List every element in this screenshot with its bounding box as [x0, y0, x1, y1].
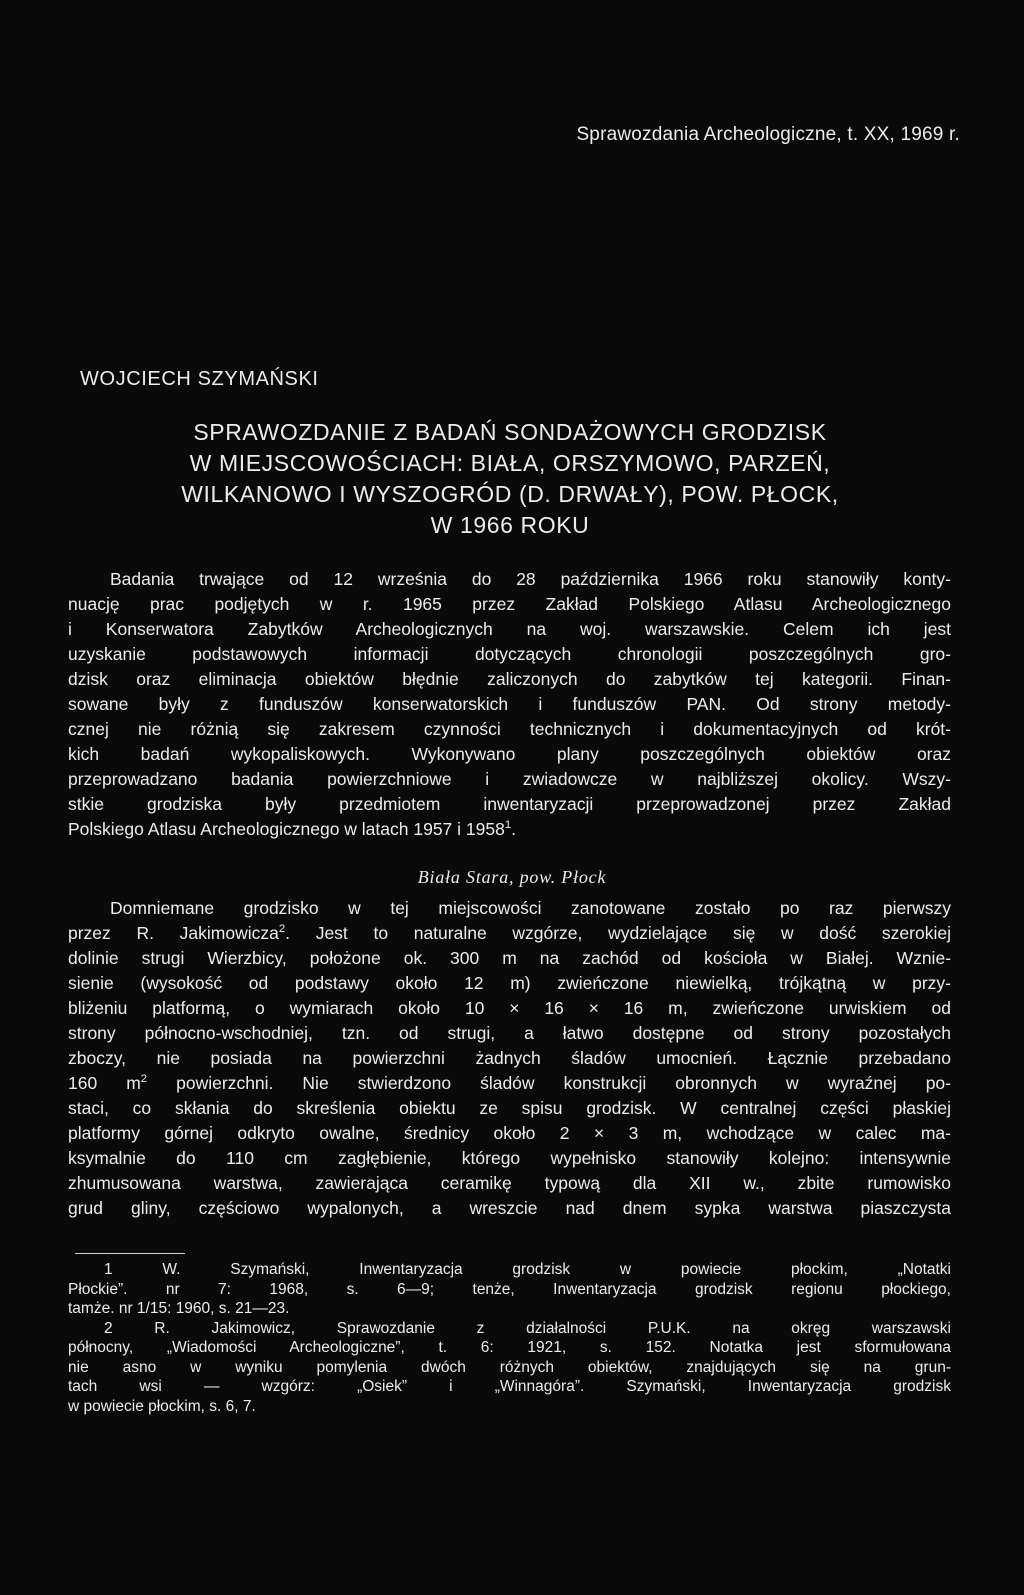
article-title	[60, 417, 960, 541]
footnote-line: tach wsi — wzgórz: „Osiek” i „Winnagóra”. Szymański, Inwentaryzacja grodzisk	[68, 1378, 951, 1395]
text-fragment: Polskiego Atlasu Archeologicznego w latach 1957 i 1958	[68, 819, 505, 839]
footnote-line: Płockie”. nr 7: 1968, s. 6—9; tenże, Inwentaryzacja grodzisk regionu płockiego,	[68, 1280, 951, 1298]
footnote-line: 2 R. Jakimowicz, Sprawozdanie z działalności P.U.K. na okręg warszawski	[104, 1319, 951, 1337]
text-line: staci, co skłania do skreślenia obiektu ze spisu grodzisk. W centralnej części płaskiej	[68, 1098, 951, 1118]
text-line: sowane były z funduszów konserwatorskich i funduszów PAN. Od strony metody-	[68, 694, 951, 714]
text-fragment: 160 m	[68, 1073, 141, 1093]
text-line: Badania trwające od 12 września do 28 października 1966 roku stanowiły konty-	[110, 569, 951, 589]
text-line: sienie (wysokość od podstawy około 12 m) zwieńczone niewielką, trójkątną w przy-	[68, 973, 951, 993]
text-fragment: przez R. Jakimowicza	[68, 923, 279, 943]
text-line: i Konserwatora Zabytków Archeologicznych na woj. warszawskie. Celem ich jest	[68, 619, 951, 639]
title-line: W MIEJSCOWOŚCIACH: BIAŁA, ORSZYMOWO, PARZEŃ,	[189, 450, 831, 476]
intro-paragraph	[68, 567, 951, 842]
text-line: bliżeniu platformą, o wymiarach około 10 × 16 × 16 m, zwieńczone urwiskiem od	[68, 998, 951, 1018]
text-line: zhumusowana warstwa, zawierająca ceramikę typową dla XII w., zbite rumowisko	[68, 1173, 951, 1193]
footnote-line: północny, „Wiadomości Archeologiczne”, t. 6: 1921, s. 152. Notatka jest sformułowana	[68, 1339, 951, 1356]
text-fragment: .	[511, 819, 517, 839]
title-line: SPRAWOZDANIE Z BADAŃ SONDAŻOWYCH GRODZISK	[193, 419, 827, 445]
superscript: 2	[140, 1073, 148, 1086]
footnote-rule	[75, 1253, 185, 1254]
text-line: zboczy, nie posiada na powierzchni żadnych śladów umocnień. Łącznie przebadano	[68, 1048, 951, 1068]
text-line: stkie grodziska były przedmiotem inwentaryzacji przeprowadzonej przez Zakład	[68, 794, 951, 814]
text-line: grud gliny, częściowo wypalonych, a wreszcie nad dnem sypka warstwa piaszczysta	[68, 1198, 951, 1218]
section-heading: Biała Stara, pow. Płock	[417, 867, 607, 887]
text-line	[68, 921, 951, 946]
footnote-ref-1: 1	[504, 819, 512, 832]
text-line: Domniemane grodzisko w tej miejscowości zanotowane zostało po raz pierwszy	[110, 898, 951, 918]
text-fragment: . Jest to naturalne wzgórze, wydzielające się w dość szerokiej	[285, 923, 951, 943]
text-line: cznej nie różnią się zakresem czynności technicznych i dokumentacyjnych od krót-	[68, 719, 951, 739]
text-line: kich badań wykopaliskowych. Wykonywano plany poszczególnych obiektów oraz	[68, 744, 951, 764]
footnote-line: tamże. nr 1/15: 1960, s. 21—23.	[68, 1300, 290, 1317]
footnotes	[68, 1260, 951, 1416]
text-line: nuację prac podjętych w r. 1965 przez Zakład Polskiego Atlasu Archeologicznego	[68, 594, 951, 614]
text-fragment: powierzchni. Nie stwierdzono śladów konstrukcji obronnych w wyraźnej po-	[147, 1073, 951, 1093]
text-line: ksymalnie do 110 cm zagłębienie, którego wypełnisko stanowiły kolejno: intensywnie	[68, 1148, 951, 1168]
text-line	[68, 1071, 951, 1096]
text-line: uzyskanie podstawowych informacji dotyczących chronologii poszczególnych gro-	[68, 644, 951, 664]
title-line: WILKANOWO I WYSZOGRÓD (D. DRWAŁY), POW. PŁOCK,	[181, 481, 839, 507]
title-line: W 1966 ROKU	[430, 512, 590, 538]
text-line: dolinie strugi Wierzbicy, położone ok. 300 m na zachód od kościoła w Białej. Wznie-	[68, 948, 951, 968]
footnote-line: w powiecie płockim, s. 6, 7.	[68, 1397, 256, 1415]
text-line: strony północno-wschodniej, tzn. od strugi, a łatwo dostępne od strony pozostałych	[68, 1023, 951, 1043]
section-paragraph	[68, 896, 951, 1221]
running-head: Sprawozdania Archeologiczne, t. XX, 1969 r.	[576, 124, 960, 145]
footnote-line: nie asno w wyniku pomylenia dwóch różnych obiektów, znajdujących się na grun-	[68, 1358, 951, 1376]
text-line: dzisk oraz eliminacja obiektów błędnie zaliczonych do zabytków tej kategorii. Finan-	[68, 669, 951, 689]
footnote-line: 1 W. Szymański, Inwentaryzacja grodzisk w powiecie płockim, „Notatki	[104, 1261, 951, 1278]
text-line	[68, 817, 951, 842]
text-line: platformy górnej odkryto owalne, średnicy około 2 × 3 m, wchodzące w calec ma-	[68, 1123, 951, 1143]
article-author: WOJCIECH SZYMAŃSKI	[80, 368, 319, 390]
footnote-ref-2: 2	[278, 923, 286, 936]
text-line: przeprowadzano badania powierzchniowe i zwiadowcze w najbliższej okolicy. Wszy-	[68, 769, 951, 789]
